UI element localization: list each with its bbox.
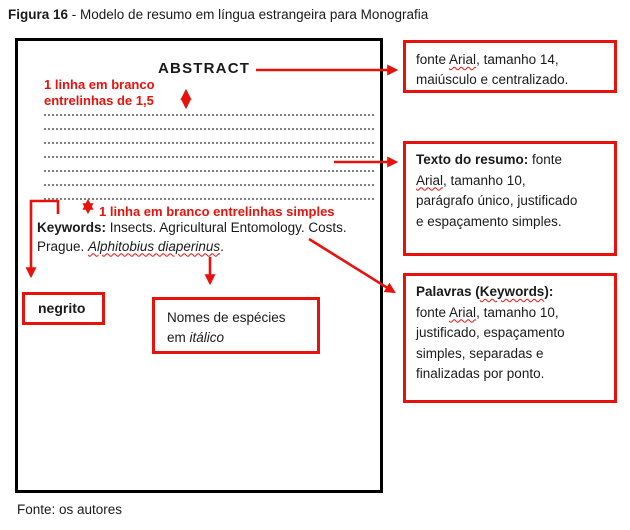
abstract-heading: ABSTRACT: [158, 60, 251, 77]
dotted-text-line: [44, 114, 374, 116]
note-blank-line-simple: 1 linha em branco entrelinhas simples: [99, 204, 335, 219]
species-note-box: Nomes de espécies em itálico: [152, 297, 320, 354]
keywords-label: Keywords:: [37, 220, 107, 235]
dotted-text-line: [44, 184, 374, 186]
dotted-text-line: [44, 198, 374, 200]
callout-keywords-format: Palavras (Keywords): fonte Arial, tamanho 10, justificado, espaçamento simples, separadas e finalizadas por ponto.: [403, 273, 617, 403]
dotted-text-line: [44, 128, 374, 130]
callout-abstract-text-format: Texto do resumo: fonte Arial, tamanho 10, parágrafo único, justificado e espaçamento simples.: [403, 141, 617, 256]
keywords-paragraph: Keywords: Insects. Agricultural Entomology. Costs. Prague. Alphitobius diaperinus.: [37, 220, 347, 254]
dotted-text-line: [44, 142, 374, 144]
note-blank-line-15: 1 linha em branco entrelinhas de 1,5: [44, 77, 155, 108]
source-note: Fonte: os autores: [17, 502, 123, 517]
species-name-italic: Alphitobius diaperinus: [88, 238, 221, 254]
figure-caption-text: - Modelo de resumo em língua estrangeira para Monografia: [68, 7, 429, 22]
dotted-text-line: [44, 170, 374, 172]
figure-caption-number: Figura 16: [8, 7, 69, 22]
callout-title-format: fonte Arial, tamanho 14, maiúsculo e centralizado.: [403, 40, 617, 93]
figure-caption: [8, 7, 428, 22]
negrito-label: negrito: [38, 300, 86, 316]
negrito-note-box: [22, 292, 105, 325]
dotted-text-line: [44, 156, 374, 158]
